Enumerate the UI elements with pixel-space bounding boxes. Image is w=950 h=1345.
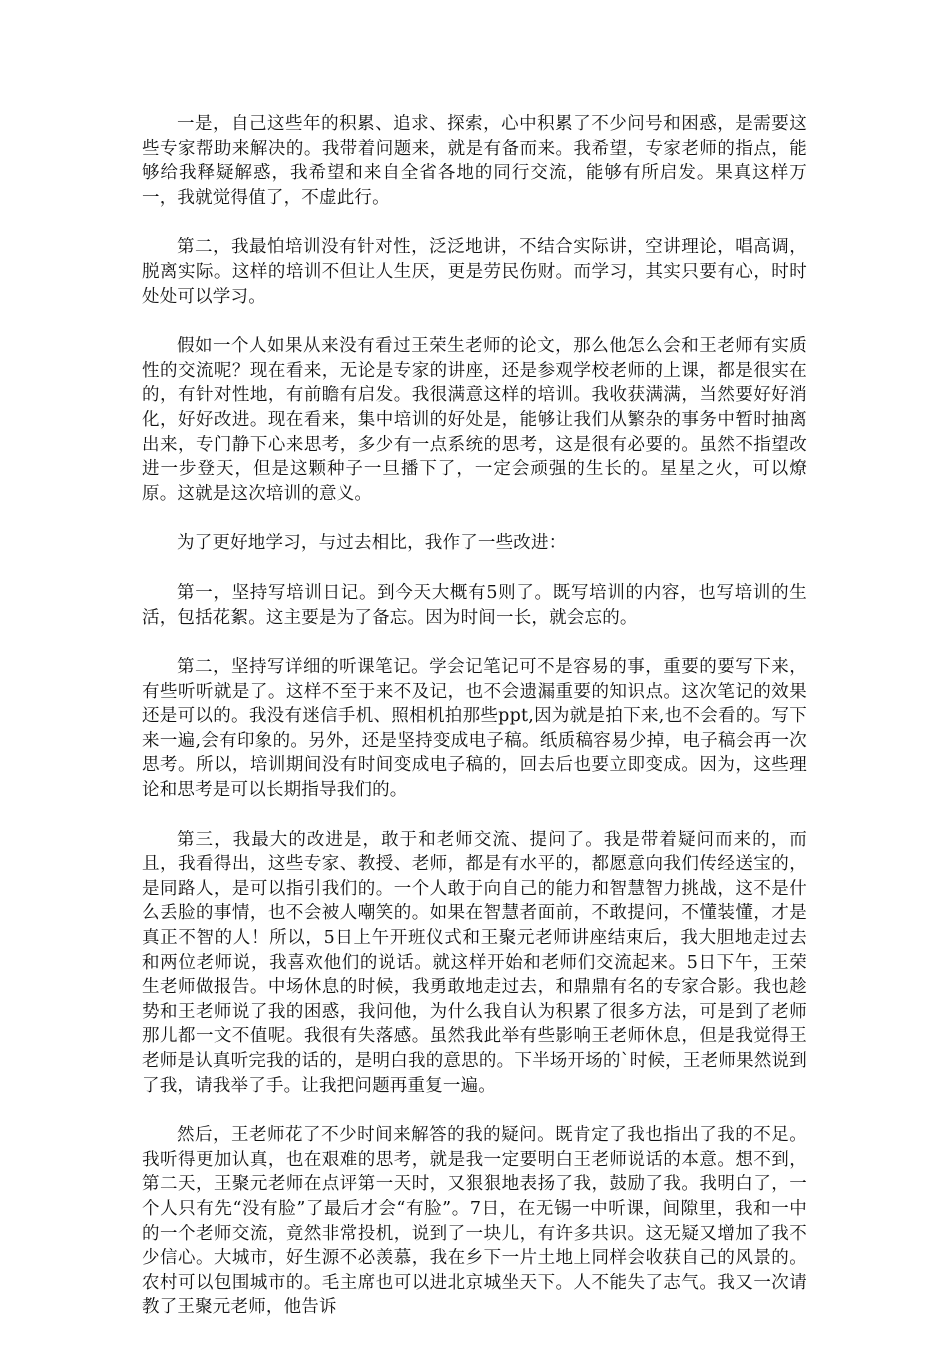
paragraph-5: 第一，坚持写培训日记。到今天大概有5则了。既写培训的内容，也写培训的生活，包括花絮。这主要是为了备忘。因为时间一长，就会忘的。 — [142, 582, 807, 628]
paragraph-7: 第三，我最大的改进是，敢于和老师交流、提问了。我是带着疑问而来的，而且，我看得出，这些专家、教授、老师，都是有水平的，都愿意向我们传经送宝的，是同路人，是可以指引我们的。一个人敢于向自己的能力和智慧智力挑战，这不是什么丢脸的事情，也不会被人嘲笑的。如果在智慧者面前，不敢提问，不懂装懂，才是真正不智的人！所以，5日上午开班仪式和王聚元老师讲座结束后，我大胆地走过去和两位老师说，我喜欢他们的说话。就这样开始和老师们交流起来。5日下午，王荣生老师做报告。中场休息的时候，我勇敢地走过去，和鼎鼎有名的专家合影。我也趁势和王老师说了我的困惑，我问他，为什么我自认为积累了很多方法，可是到了老师那儿都一文不值呢。我很有失落感。虽然我此举有些影响王老师休息，但是我觉得王老师是认真听完我的话的，是明白我的意思的。下半场开场的`时候，王老师果然说到了我，请我举了手。让我把问题再重复一遍。 — [142, 829, 807, 1096]
paragraph-1: 一是，自己这些年的积累、追求、探索，心中积累了不少问号和困惑，是需要这些专家帮助来解决的。我带着问题来，就是有备而来。我希望，专家老师的指点，能够给我释疑解惑，我希望和来自全省各地的同行交流，能够有所启发。果真这样万一，我就觉得值了，不虚此行。 — [142, 114, 807, 208]
document-body — [142, 112, 807, 1345]
paragraph-6: 第二，坚持写详细的听课笔记。学会记笔记可不是容易的事，重要的要写下来，有些听听就是了。这样不至于来不及记，也不会遗漏重要的知识点。这次笔记的效果还是可以的。我没有迷信手机、照相机拍那些ppt,因为就是拍下来,也不会看的。写下来一遍,会有印象的。另外，还是坚持变成电子稿。纸质稿容易少掉，电子稿会再一次思考。所以，培训期间没有时间变成电子稿的，回去后也要立即变成。因为，这些理论和思考是可以长期指导我们的。 — [142, 657, 807, 801]
paragraph-3: 假如一个人如果从来没有看过王荣生老师的论文，那么他怎么会和王老师有实质性的交流呢？现在看来，无论是专家的讲座，还是参观学校老师的上课，都是很实在的，有针对性地，有前瞻有启发。我很满意这样的培训。我收获满满，当然要好好消化，好好改进。现在看来，集中培训的好处是，能够让我们从繁杂的事务中暂时抽离出来，专门静下心来思考，多少有一点系统的思考，这是很有必要的。虽然不指望改进一步登天，但是这颗种子一旦播下了，一定会顽强的生长的。星星之火，可以燎原。这就是这次培训的意义。 — [142, 336, 807, 504]
paragraph-2: 第二，我最怕培训没有针对性，泛泛地讲，不结合实际讲，空讲理论，唱高调，脱离实际。这样的培训不但让人生厌，更是劳民伤财。而学习，其实只要有心，时时处处可以学习。 — [142, 237, 807, 307]
paragraph-8: 然后，王老师花了不少时间来解答的我的疑问。既肯定了我也指出了我的不足。我听得更加认真，也在艰难的思考，就是我一定要明白王老师说话的本意。想不到，第二天，王聚元老师在点评第一天时，又狠狠地表扬了我，鼓励了我。我明白了，一个人只有先“没有脸”了最后才会“有脸”。7日，在无锡一中听课，间隙里，我和一中的一个老师交流，竟然非常投机，说到了一块儿，有许多共识。这无疑又增加了我不少信心。大城市，好生源不必羡慕，我在乡下一片土地上同样会收获自己的风景的。农村可以包围城市的。毛主席也可以进北京城坐天下。人不能失了志气。我又一次请教了王聚元老师，他告诉 — [142, 1125, 807, 1318]
paragraph-4: 为了更好地学习，与过去相比，我作了一些改进： — [177, 533, 567, 554]
